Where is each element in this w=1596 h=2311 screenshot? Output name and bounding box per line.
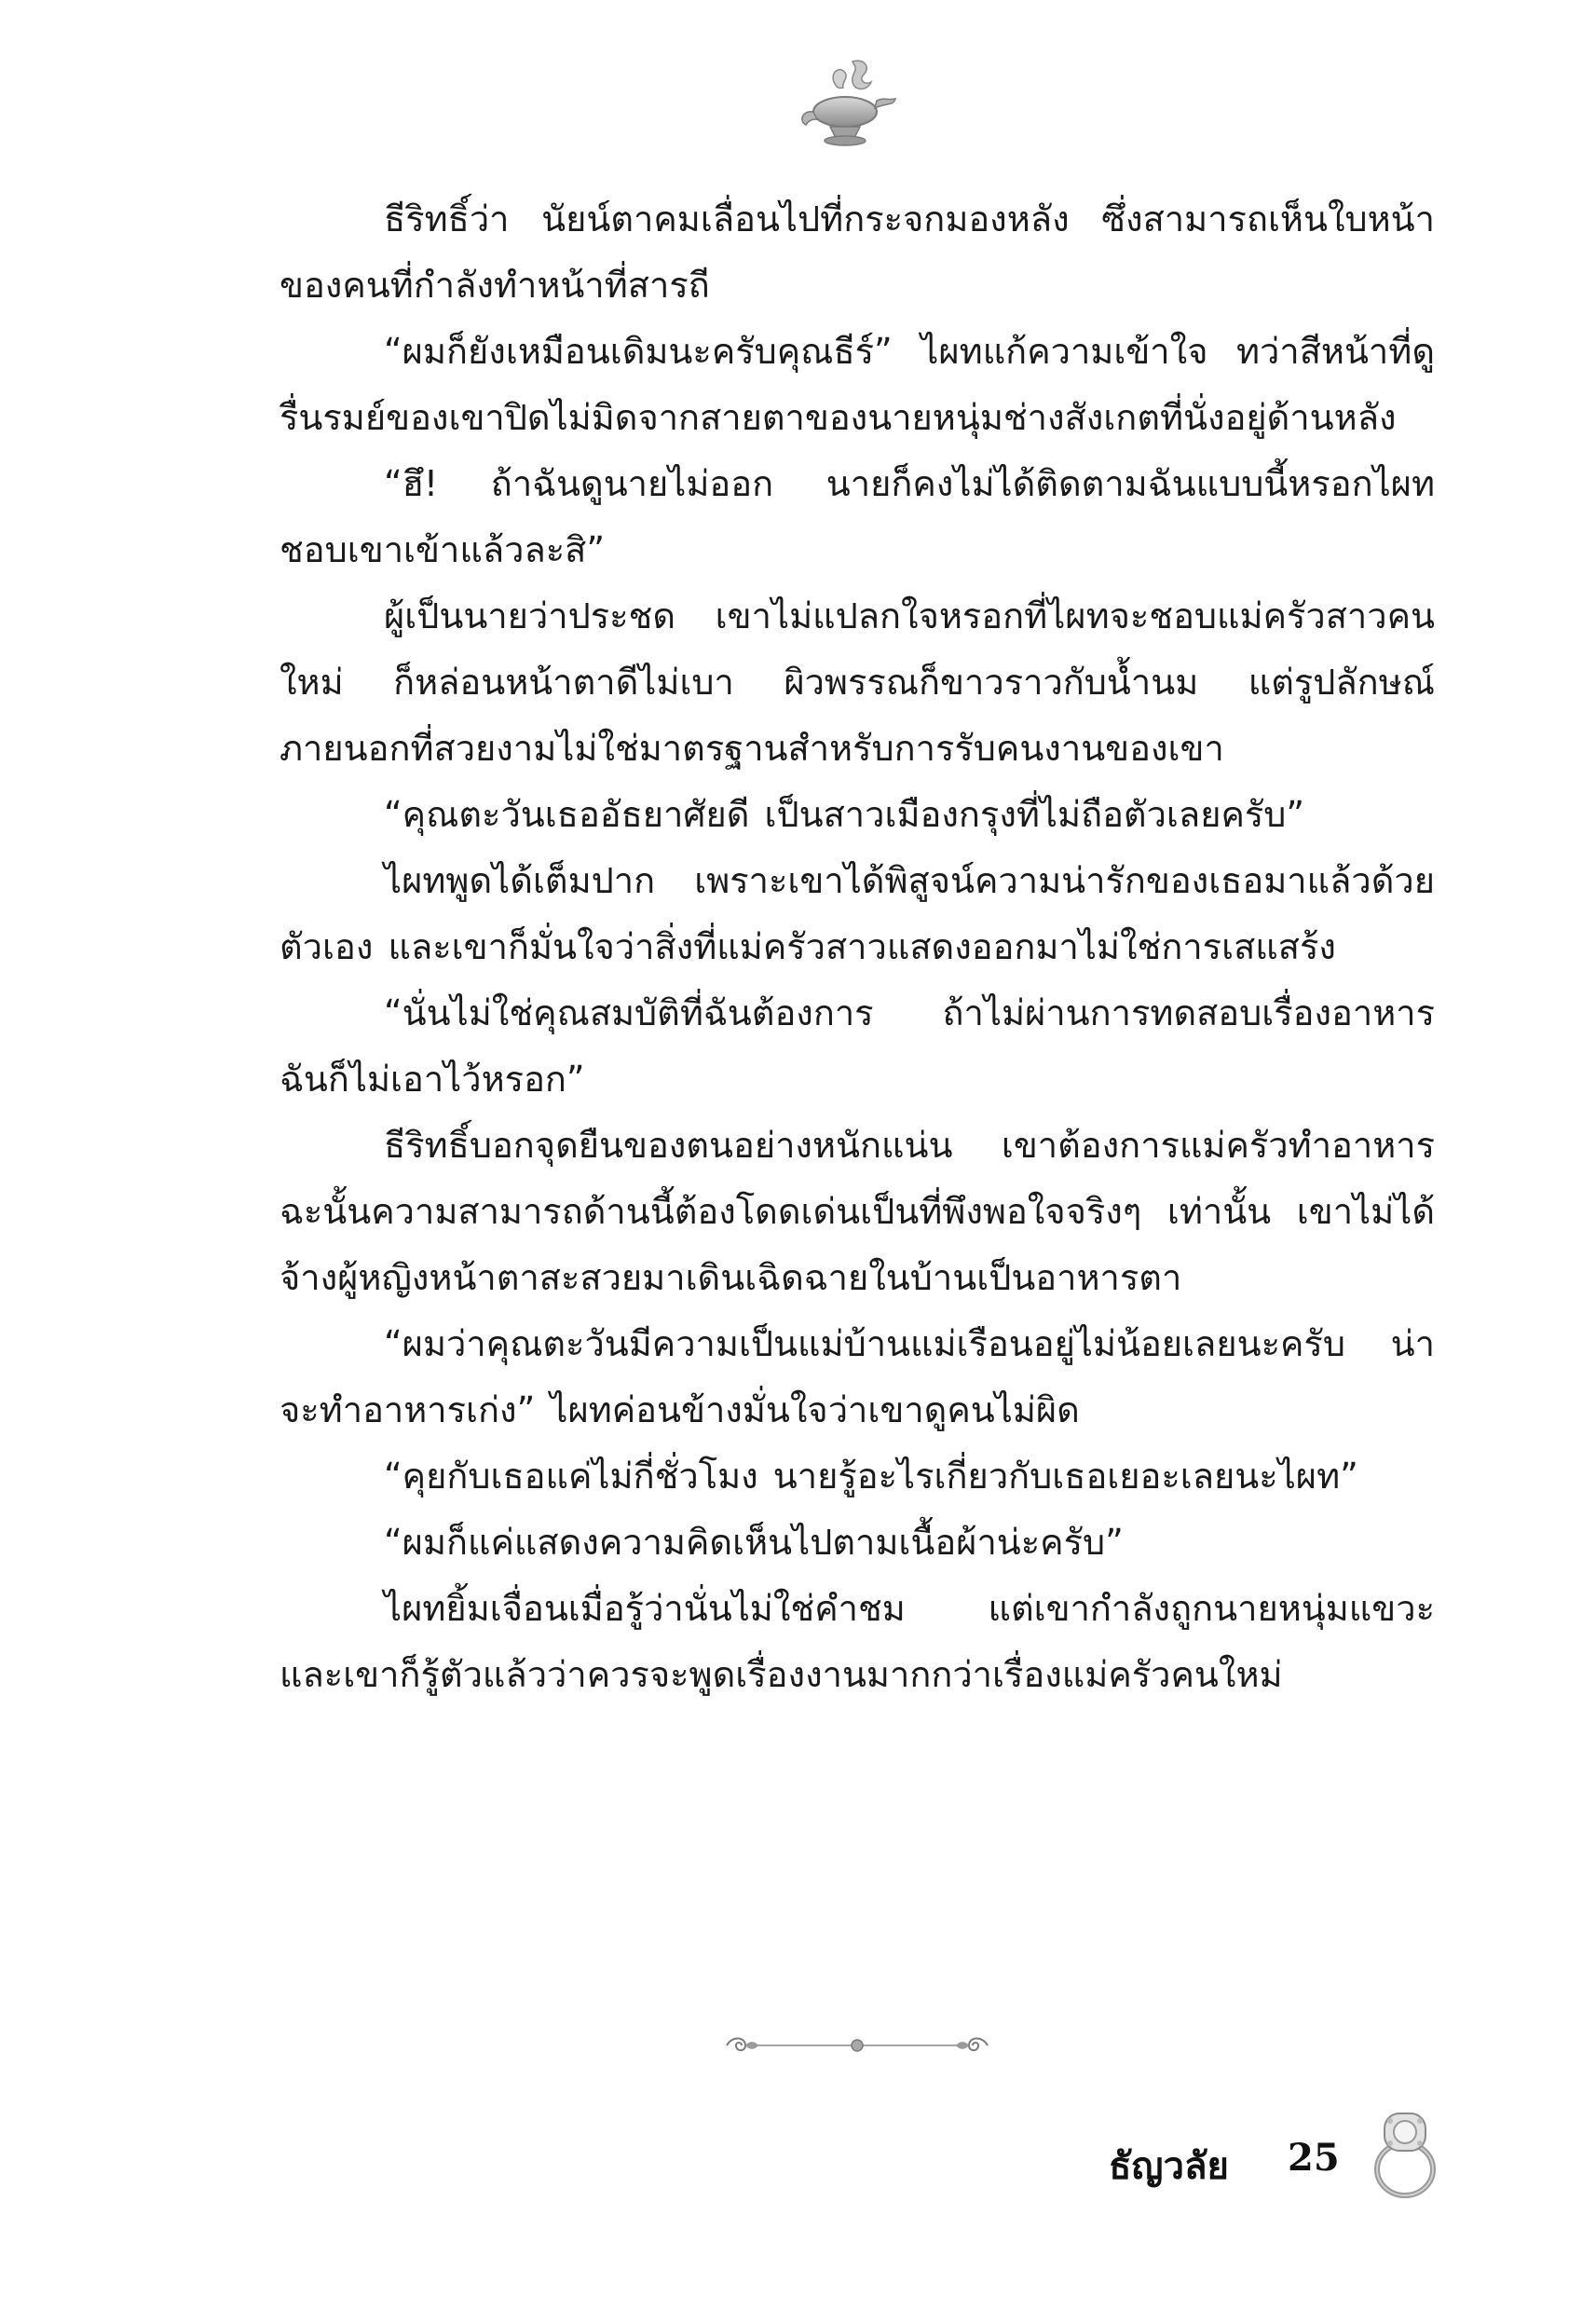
paragraph: ผู้เป็นนายว่าประชด เขาไม่แปลกใจหรอกที่ไผทจะชอบแม่ครัวสาวคนใหม่ ก็หล่อนหน้าตาดีไม่เบา ผิวพรรณก็ขาวราวกับน้ำนม แต่รูปลักษณ์ภายนอกที่สวยงามไม่ใช่มาตรฐานสำหรับการรับคนงานของเขา <box>280 595 1435 769</box>
diamond-ring-icon <box>1360 2102 1450 2205</box>
paragraph: “นั่นไม่ใช่คุณสมบัติที่ฉันต้องการ ถ้าไม่ผ่านการทดสอบเรื่องอาหาร ฉันก็ไม่เอาไว้หรอก” <box>280 992 1435 1100</box>
paragraph: ธีริทธิ์บอกจุดยืนของตนอย่างหนักแน่น เขาต้องการแม่ครัวทำอาหาร ฉะนั้นความสามารถด้านนี้ต้องโดดเด่นเป็นที่พึงพอใจจริงๆ เท่านั้น เขาไม่ได้จ้างผู้หญิงหน้าตาสะสวยมาเดินเฉิดฉายในบ้านเป็นอาหารตา <box>280 1125 1435 1298</box>
book-title: ธัญวลัย <box>1109 2144 1229 2188</box>
paragraph: ไผทพูดได้เต็มปาก เพราะเขาได้พิสูจน์ความน่ารักของเธอมาแล้วด้วยตัวเอง และเขาก็มั่นใจว่าสิ่งที่แม่ครัวสาวแสดงออกมาไม่ใช่การเสแสร้ง <box>280 860 1435 967</box>
paragraph: ไผทยิ้มเจื่อนเมื่อรู้ว่านั่นไม่ใช่คำชม แต่เขากำลังถูกนายหนุ่มแขวะ และเขาก็รู้ตัวแล้วว่าควรจะพูดเรื่องงานมากกว่าเรื่องแม่ครัวคนใหม่ <box>280 1588 1435 1695</box>
body-text <box>280 186 1435 1708</box>
paragraph: ธีริทธิ์ว่า นัยน์ตาคมเลื่อนไปที่กระจกมองหลัง ซึ่งสามารถเห็นใบหน้าของคนที่กำลังทำหน้าที่สารถี <box>280 198 1435 306</box>
genie-lamp-icon <box>797 54 899 157</box>
scroll-divider-icon <box>717 2030 997 2061</box>
paragraph: “ฮึ! ถ้าฉันดูนายไม่ออก นายก็คงไม่ได้ติดตามฉันแบบนี้หรอกไผท ชอบเขาเข้าแล้วละสิ” <box>280 463 1435 570</box>
paragraph: “คุยกับเธอแค่ไม่กี่ชั่วโมง นายรู้อะไรเกี่ยวกับเธอเยอะเลยนะไผท” <box>384 1456 1358 1497</box>
page-number: 25 <box>1288 2136 1340 2180</box>
paragraph: “ผมก็แค่แสดงความคิดเห็นไปตามเนื้อผ้าน่ะครับ” <box>384 1522 1124 1563</box>
paragraph: “ผมก็ยังเหมือนเดิมนะครับคุณธีร์” ไผทแก้ความเข้าใจ ทว่าสีหน้าที่ดูรื่นรมย์ของเขาปิดไม่มิดจากสายตาของนายหนุ่มช่างสังเกตที่นั่งอยู่ด้านหลัง <box>280 331 1435 438</box>
paragraph: “ผมว่าคุณตะวันมีความเป็นแม่บ้านแม่เรือนอยู่ไม่น้อยเลยนะครับ น่าจะทำอาหารเก่ง” ไผทค่อนข้างมั่นใจว่าเขาดูคนไม่ผิด <box>280 1323 1435 1430</box>
paragraph: “คุณตะวันเธออัธยาศัยดี เป็นสาวเมืองกรุงที่ไม่ถือตัวเลยครับ” <box>384 794 1305 835</box>
